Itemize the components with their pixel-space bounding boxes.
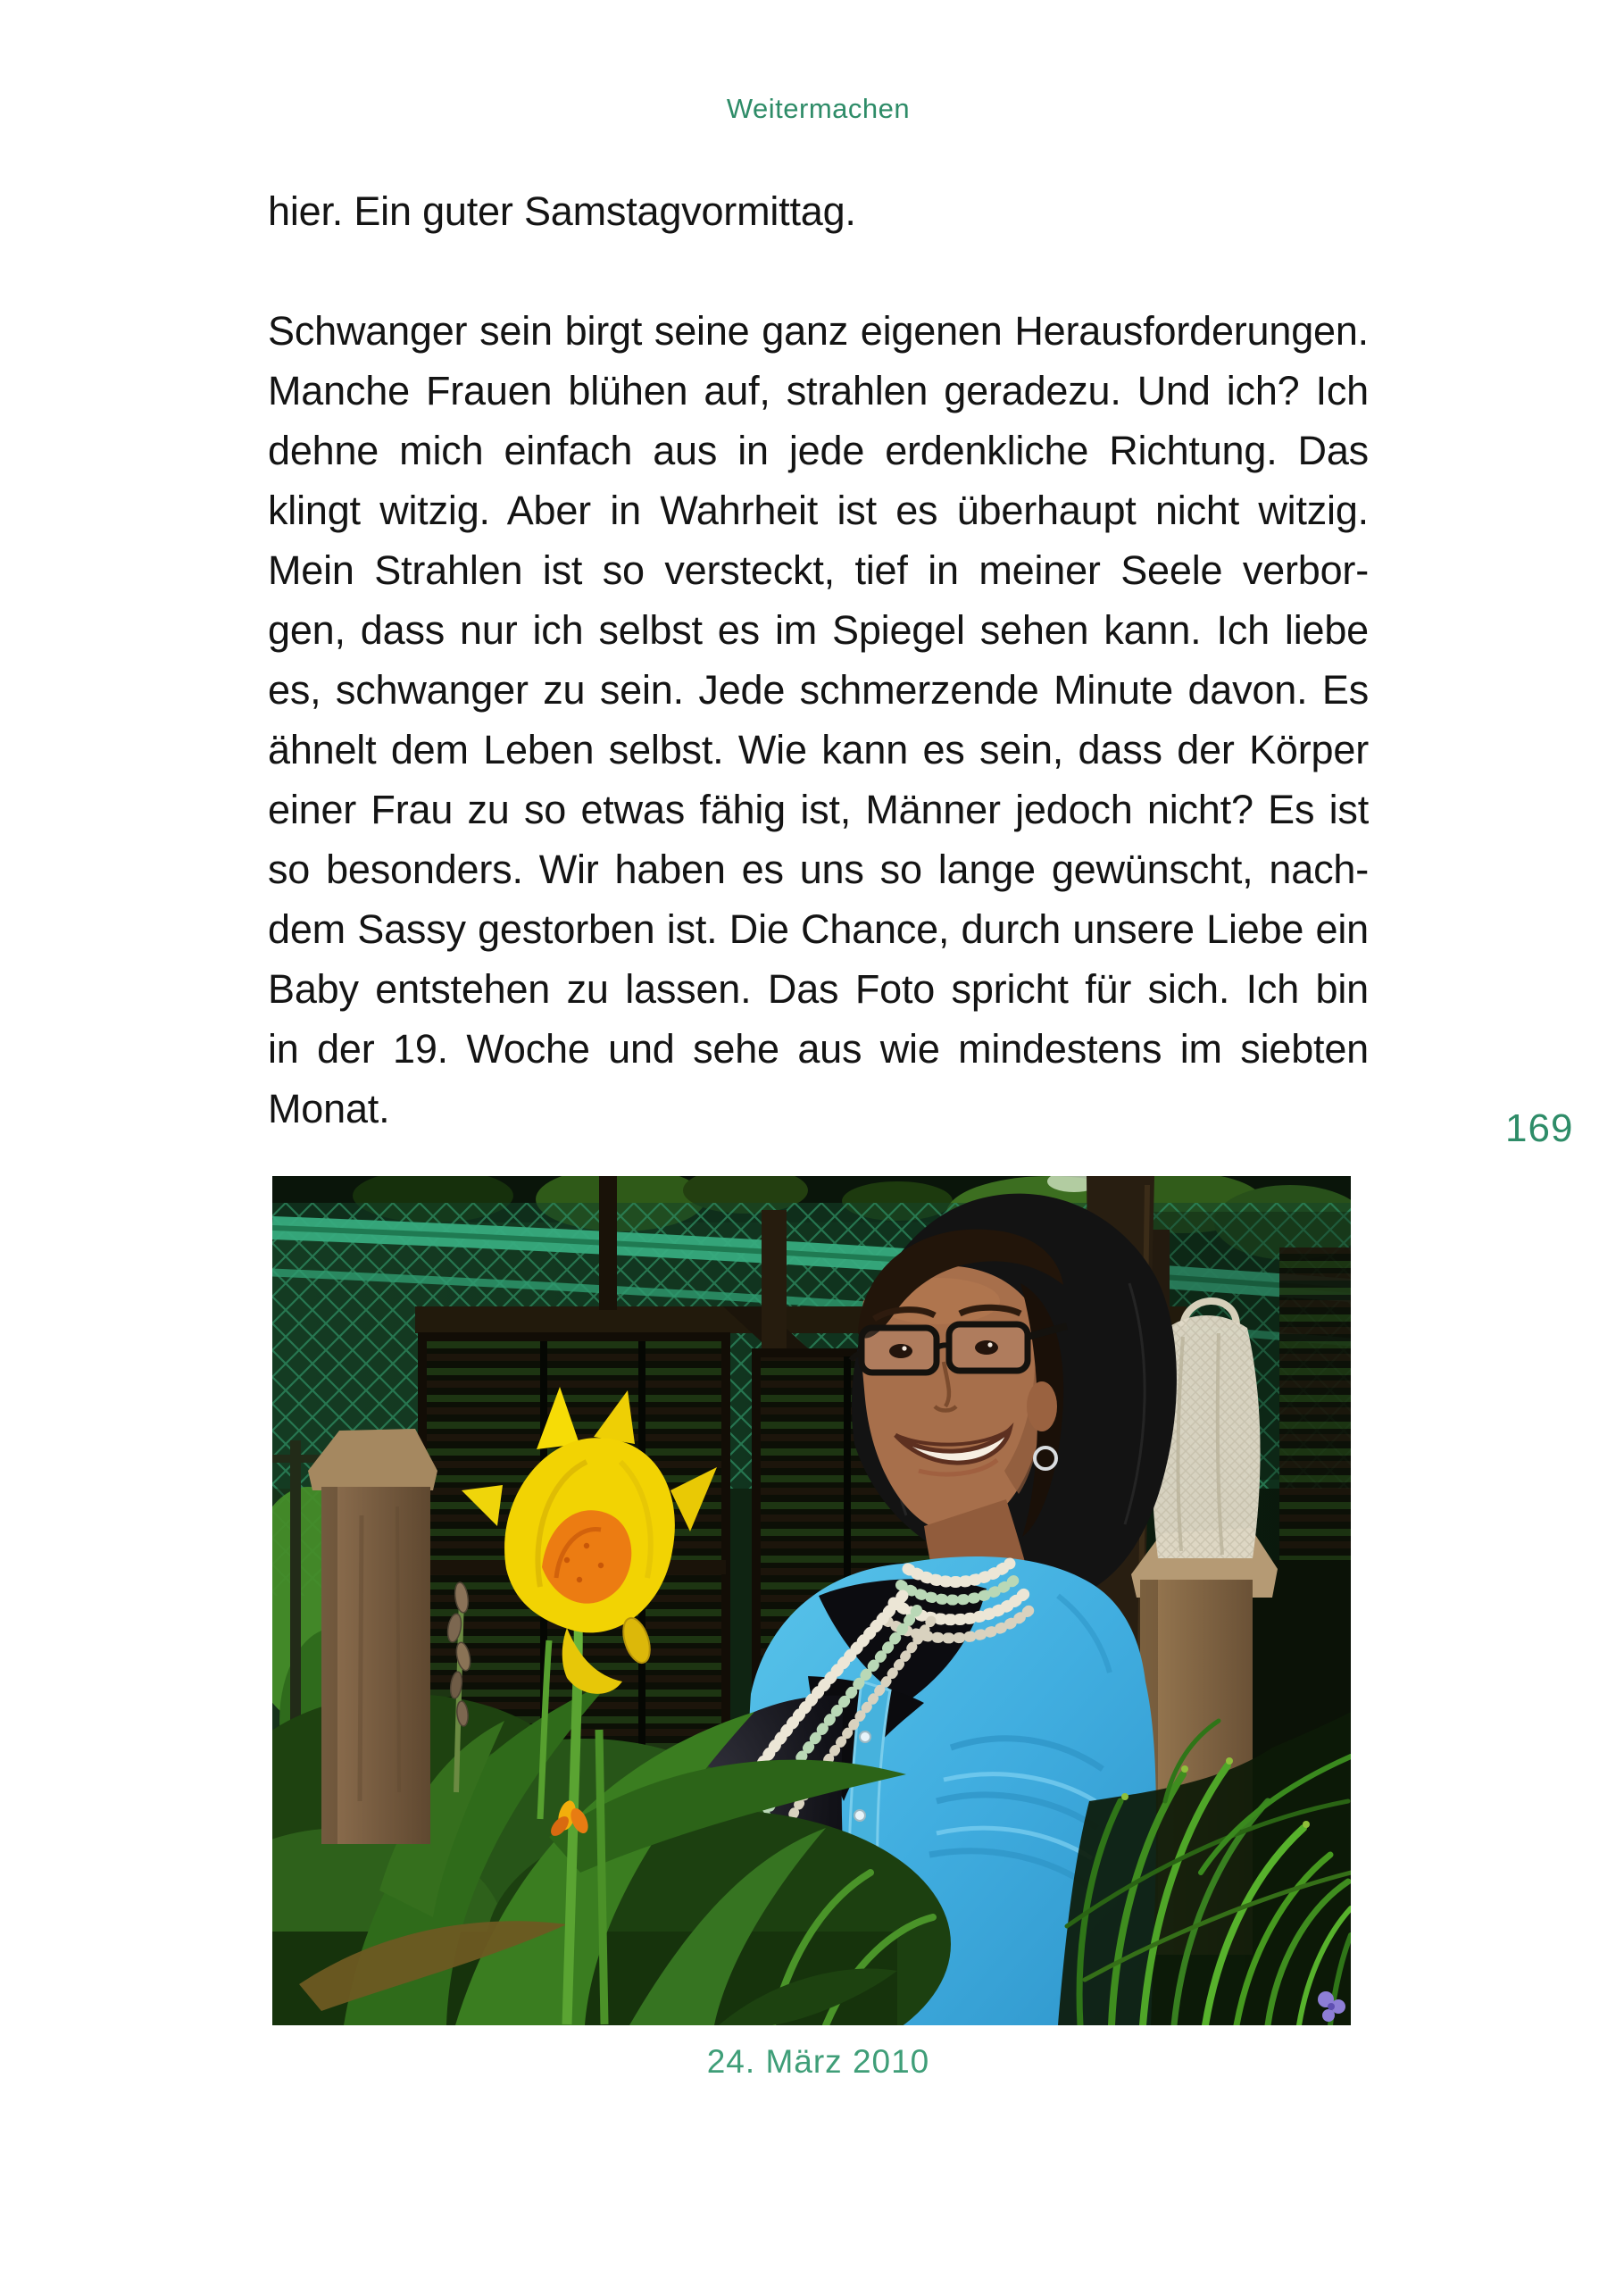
photo-pregnant-woman-garden [272, 1176, 1351, 2025]
page-number: 169 [1505, 1106, 1574, 1150]
text-line: Mein Strahlen ist so versteckt, tief in meiner Seele verbor- [268, 547, 1369, 593]
running-header: Weitermachen [726, 93, 911, 124]
left-stone-post [308, 1429, 437, 1844]
text-line: so besonders. Wir haben es uns so lange gewünscht, nach- [268, 847, 1369, 892]
photo-caption: 24. März 2010 [706, 2043, 930, 2080]
paragraph [268, 301, 1369, 1139]
ear [1027, 1381, 1057, 1431]
text-line: Monat. [268, 1086, 390, 1131]
text-line: klingt witzig. Aber in Wahrheit ist es überhaupt nicht witzig. [268, 488, 1369, 533]
text-line: Manche Frauen blühen auf, strahlen geradezu. Und ich? Ich [268, 368, 1369, 413]
text-line: dehne mich einfach aus in jede erdenkliche Richtung. Das [268, 428, 1369, 473]
photo-illustration [272, 1176, 1351, 2025]
text-line: Baby entstehen zu lassen. Das Foto spricht für sich. Ich bin [268, 966, 1369, 1012]
text-line: Schwanger sein birgt seine ganz eigenen Herausforderungen. [268, 308, 1369, 354]
text-line: ähnelt dem Leben selbst. Wie kann es sein, dass der Körper [268, 727, 1369, 772]
text-line: in der 19. Woche und sehe aus wie mindestens im siebten [268, 1026, 1369, 1072]
body-text [268, 181, 1369, 1139]
text-line: einer Frau zu so etwas fähig ist, Männer jedoch nicht? Es ist [268, 787, 1369, 832]
text-line: dem Sassy gestorben ist. Die Chance, durch unsere Liebe ein [268, 906, 1369, 952]
paragraph-ending-line: hier. Ein guter Samstagvormittag. [268, 188, 856, 234]
text-line: es, schwanger zu sein. Jede schmerzende Minute davon. Es [268, 667, 1369, 713]
text-line: gen, dass nur ich selbst es im Spiegel sehen kann. Ich liebe [268, 607, 1369, 653]
